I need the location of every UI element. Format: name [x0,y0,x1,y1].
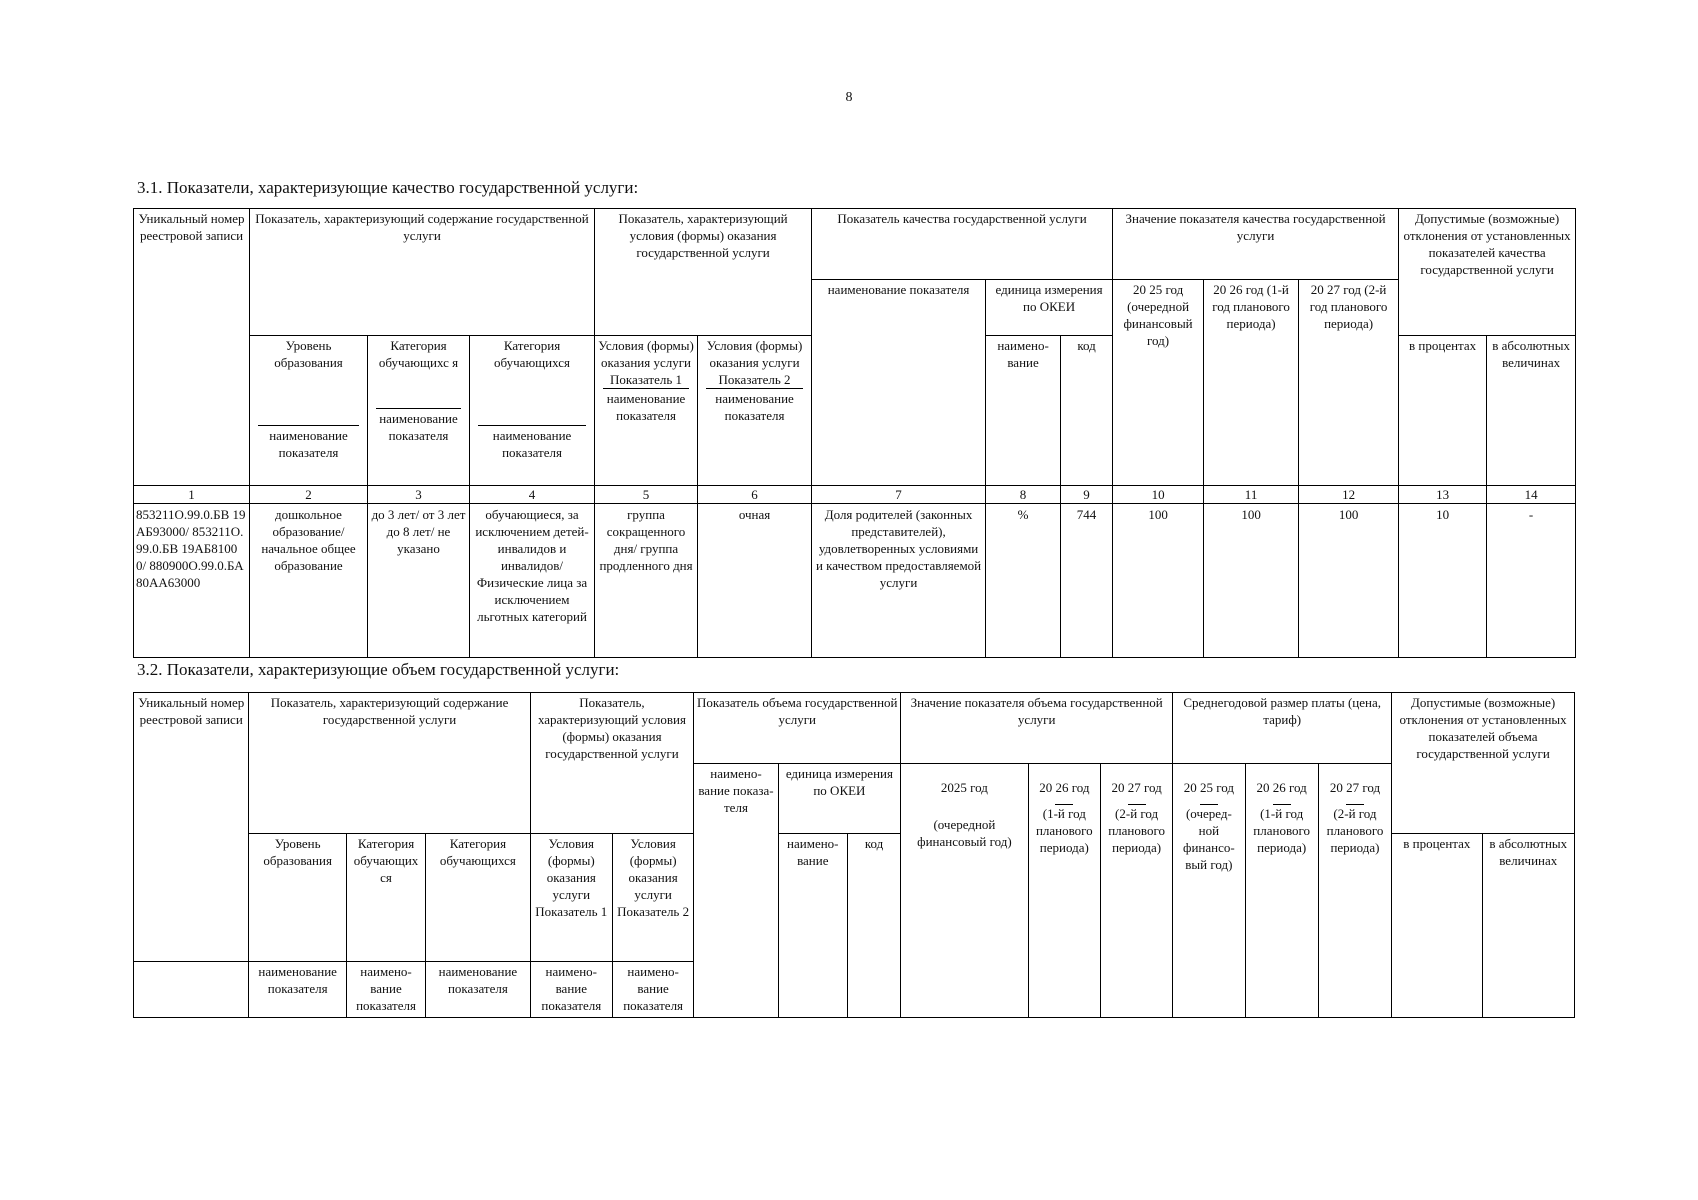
v-header-name-sub: наименование показателя [249,961,346,1017]
column-number: 14 [1487,485,1576,503]
column-number: 9 [1061,485,1113,503]
column-number: 4 [470,485,595,503]
cell-value-1: 100 [1113,503,1204,657]
cell-category-2: обучающиеся, за исключением детей-инвалидов и инвалидов/ Физические лица за исключением льготных категорий [470,503,595,657]
header-unique-number: Уникальный номер реестровой записи [134,209,250,486]
header-deviations-spacer [1399,279,1576,335]
v-header-avg-price: Среднегодовой размер платы (цена, тариф) [1173,693,1392,764]
header-year-3: 20 27 год (2-й год планового периода) [1299,279,1399,485]
header-indicator-name: наименование показателя [812,279,986,485]
v-header-conditions-indicator: Показатель, характеризующий условия (формы) оказания государственной услуги [530,693,694,764]
header-quality-value: Значение показателя качества государственной услуги [1113,209,1399,280]
v-header-year-3: 20 27 год (2-й год планового периода) [1100,763,1172,1017]
column-number: 3 [368,485,470,503]
header-conditions-indicator: Показатель, характеризующий условия (формы) оказания государственной услуги [595,209,812,280]
v-header-deviations-spacer [1392,763,1575,833]
cell-condition-2: очная [698,503,812,657]
page-number: 8 [845,90,853,105]
column-number: 11 [1204,485,1299,503]
header-condition-1: Условия (формы) оказания услуги Показатель 1 наименование показателя [595,335,698,485]
column-number: 13 [1399,485,1487,503]
v-header-content-spacer [249,763,530,833]
cell-deviation-absolute: - [1487,503,1576,657]
cell-value-2: 100 [1204,503,1299,657]
column-number: 6 [698,485,812,503]
header-unit-name: наимено- вание [986,335,1061,485]
v-header-percent: в процентах [1392,833,1482,1017]
v-header-unit-code: код [847,833,900,1017]
header-unit-code: код [1061,335,1113,485]
v-header-condition-2: Условия (формы) оказания услуги Показатель 2 [612,833,693,961]
header-category-2: Категория обучающихся наименование показателя [470,335,595,485]
cell-unit-code: 744 [1061,503,1113,657]
v-header-conditions-spacer [530,763,694,833]
header-quality-indicator: Показатель качества государственной услуги [812,209,1113,280]
v-header-name-sub: наимено- вание показателя [612,961,693,1017]
p-header-year-1: 20 25 год (очеред- ной финансо- вый год) [1173,763,1245,1017]
header-percent: в процентах [1399,335,1487,485]
cell-value-3: 100 [1299,503,1399,657]
v-header-name-sub: наимено- вание показателя [346,961,425,1017]
column-number: 8 [986,485,1061,503]
column-number: 1 [134,485,250,503]
cell-condition-1: группа сокращенного дня/ группа продленного дня [595,503,698,657]
column-number: 10 [1113,485,1204,503]
cell-level: дошкольное образование/ начальное общее образование [250,503,368,657]
header-category-1: Категория обучающихс я наименование показателя [368,335,470,485]
v-header-name-sub: наимено- вание показателя [530,961,612,1017]
header-unit: единица измерения по ОКЕИ [986,279,1113,335]
column-number: 2 [250,485,368,503]
v-header-volume-value: Значение показателя объема государственной услуги [901,693,1173,764]
v-header-unique-number: Уникальный номер реестровой записи [134,693,249,962]
header-conditions-spacer [595,279,812,335]
v-header-volume-indicator: Показатель объема государственной услуги [694,693,901,764]
p-header-year-3: 20 27 год (2-й год планового периода) [1318,763,1391,1017]
column-number: 7 [812,485,986,503]
header-absolute: в абсолютных величинах [1487,335,1576,485]
v-header-unit: единица измерения по ОКЕИ [778,763,901,833]
v-header-unique-spacer [134,961,249,1017]
column-number: 5 [595,485,698,503]
v-header-year-1: 2025 год (очередной финансовый год) [901,763,1029,1017]
column-number: 12 [1299,485,1399,503]
v-header-unit-name: наимено- вание [778,833,847,1017]
header-condition-2: Условия (формы) оказания услуги Показатель 2 наименование показателя [698,335,812,485]
v-header-category-2: Категория обучающихся [426,833,530,961]
header-year-2: 20 26 год (1-й год планового периода) [1204,279,1299,485]
cell-unit-name: % [986,503,1061,657]
v-header-condition-1: Условия (формы) оказания услуги Показатель 1 [530,833,612,961]
cell-category-1: до 3 лет/ от 3 лет до 8 лет/ не указано [368,503,470,657]
v-header-level: Уровень образования [249,833,346,961]
cell-deviation-percent: 10 [1399,503,1487,657]
p-header-year-2: 20 26 год (1-й год планового периода) [1245,763,1318,1017]
v-header-content-indicator: Показатель, характеризующий содержание государственной услуги [249,693,530,764]
volume-table [133,692,1575,1018]
header-year-1: 20 25 год (очередной финансовый год) [1113,279,1204,485]
v-header-category-1: Категория обучающих ся [346,833,425,961]
header-level: Уровень образования наименование показателя [250,335,368,485]
header-content-indicator: Показатель, характеризующий содержание государственной услуги [250,209,595,280]
column-numbers-row [134,485,1576,503]
cell-indicator: Доля родителей (законных представителей), удовлетворенных условиями и качеством предоставляемой услуги [812,503,986,657]
v-header-deviations: Допустимые (возможные) отклонения от установленных показателей объема государственной услуги [1392,693,1575,764]
quality-table [133,208,1576,658]
v-header-indicator-name: наимено- вание показа- теля [694,763,778,1017]
header-content-spacer [250,279,595,335]
v-header-name-sub: наименование показателя [426,961,530,1017]
section-title-volume: 3.2. Показатели, характеризующие объем государственной услуги: [137,660,620,679]
section-title-quality: 3.1. Показатели, характеризующие качество государственной услуги: [137,178,639,197]
header-deviations: Допустимые (возможные) отклонения от установленных показателей качества государственной услуги [1399,209,1576,280]
v-header-absolute: в абсолютных величинах [1482,833,1575,1017]
cell-registry-number: 853211О.99.0.БВ 19АБ93000/ 853211О.99.0.БВ 19АБ81000/ 880900О.99.0.БА 80АА63000 [134,503,250,657]
table-row [134,503,1576,657]
v-header-year-2: 20 26 год (1-й год планового периода) [1028,763,1100,1017]
